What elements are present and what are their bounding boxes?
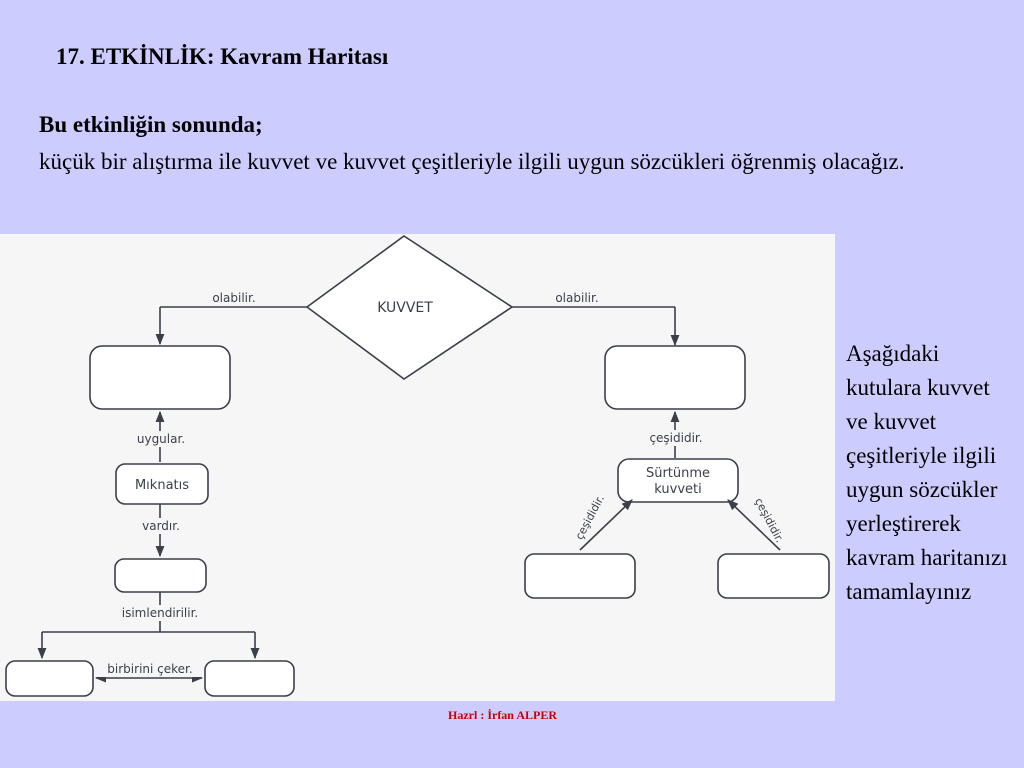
concept-map: [0, 234, 835, 701]
link-label-cesididir-top: çeşididir.: [649, 431, 703, 445]
link-label-left: olabilir.: [212, 291, 256, 305]
link-label-birbirini-ceker: birbirini çeker.: [107, 662, 193, 676]
author-footer: Hazrl : İrfan ALPER: [448, 708, 557, 722]
instruction-text: Aşağıdaki kutulara kuvvet ve kuvvet çeşitleriyle ilgili uygun sözcükler yerleştirerek kavram haritanızı tamamlayınız: [846, 341, 1008, 604]
intro-text: küçük bir alıştırma ile kuvvet ve kuvvet çeşitleriyle ilgili uygun sözcükleri öğrenmiş olacağız.: [39, 149, 905, 174]
node-surtunme-label-line2: kuvveti: [654, 482, 702, 497]
root-label: KUVVET: [377, 300, 433, 316]
concept-map-panel: [0, 234, 835, 701]
node-miknatis-label: Mıknatıs: [134, 478, 190, 493]
empty-box-right-top: [605, 346, 745, 409]
empty-box-bottom-right: [205, 661, 294, 696]
empty-box-left-mid: [115, 559, 206, 592]
empty-box-bottom-left: [6, 661, 93, 696]
empty-box-left-top: [90, 346, 230, 409]
link-label-cesididir-left: çeşididir.: [572, 492, 608, 542]
slide-title: 17. ETKİNLİK: Kavram Haritası: [56, 44, 389, 69]
node-surtunme-label-line1: Sürtünme: [645, 466, 711, 481]
empty-box-right-bottom-right: [718, 554, 829, 598]
link-label-isimlendirilir: isimlendirilir.: [121, 606, 199, 620]
empty-box-right-bottom-left: [525, 554, 635, 598]
link-label-vardir: vardır.: [142, 519, 180, 533]
link-label-uygular: uygular.: [136, 432, 186, 446]
intro-heading: Bu etkinliğin sonunda;: [39, 112, 263, 137]
link-label-right: olabilir.: [555, 291, 599, 305]
link-label-cesididir-right: çeşididir.: [751, 495, 787, 545]
